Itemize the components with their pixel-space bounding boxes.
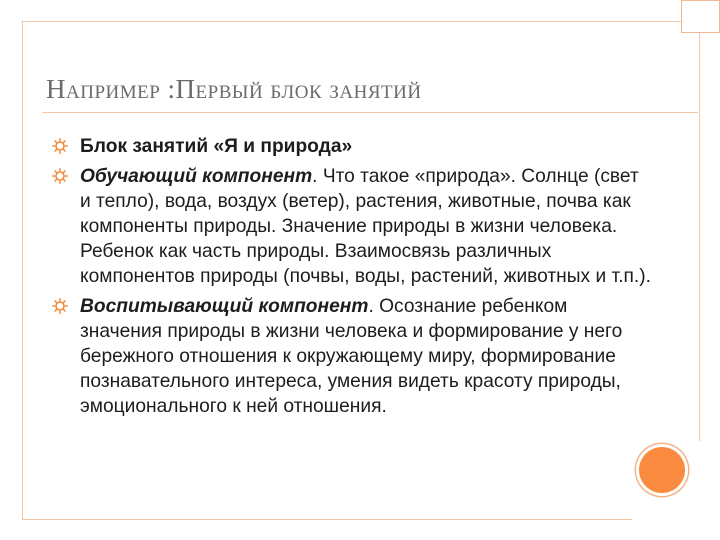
frame-line-top <box>22 21 699 22</box>
bullet-text: . Что такое «природа». Солнце (свет и тепло), вода, воздух (ветер), растения, животные, почва как компоненты природы. Значение природы в жизни человека. Ребенок как часть природы. Взаимосвязь различных компонентов природы (почвы, воды, растений, животных и т.п.). <box>80 166 651 287</box>
corner-decoration <box>681 0 720 33</box>
frame-line-left <box>22 21 23 519</box>
frame-line-right <box>699 21 700 441</box>
bullet-lead: Воспитывающий компонент <box>80 296 369 317</box>
sun-bullet-icon <box>52 138 68 154</box>
sun-bullet-icon <box>52 168 68 184</box>
frame-line-bottom <box>22 519 632 520</box>
bullet-list <box>52 134 652 424</box>
bullet-text: . Осознание ребенком значения природы в жизни человека и формирование у него бережного отношения к окружающему миру, формирование познавательного интереса, умения видеть красоту природы, эмоционального к ней отношения. <box>80 296 623 417</box>
bullet-lead: Блок занятий «Я и природа» <box>80 136 353 157</box>
accent-circle <box>639 447 685 493</box>
bullet-item <box>52 164 652 289</box>
sun-bullet-icon <box>52 298 68 314</box>
bullet-item <box>52 294 652 419</box>
title-divider <box>42 112 698 113</box>
bullet-lead: Обучающий компонент <box>80 166 313 187</box>
slide-title: Например :Первый блок занятий <box>46 74 422 104</box>
bullet-item <box>52 134 652 159</box>
